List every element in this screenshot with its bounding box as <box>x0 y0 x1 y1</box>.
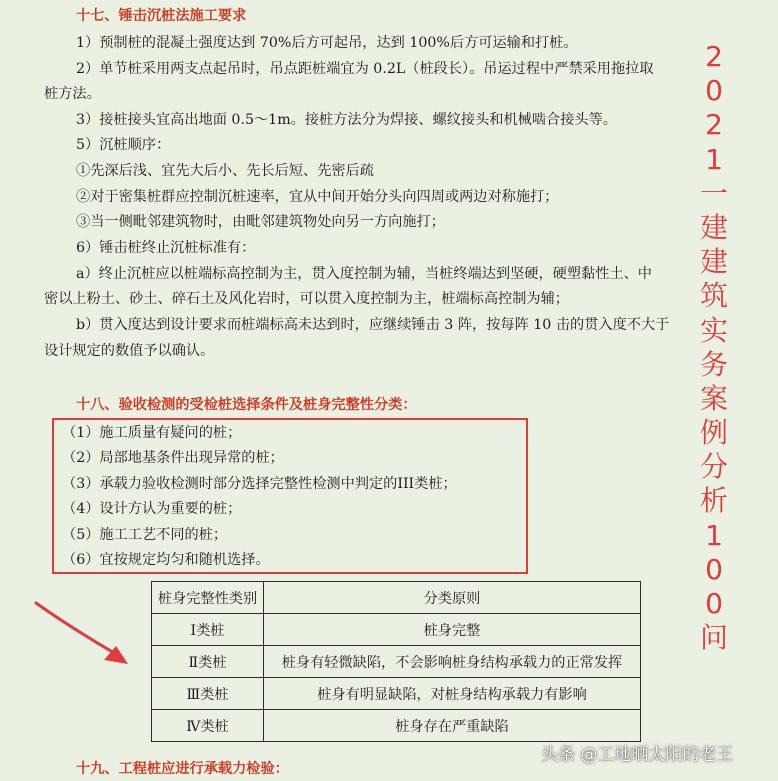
side-title-char: 实 <box>699 313 728 347</box>
side-title-char: 1 <box>705 142 723 176</box>
side-title-char: 0 <box>705 552 723 586</box>
side-title-char: 1 <box>705 518 723 552</box>
table-header-cell: 桩身完整性类别 <box>152 582 264 614</box>
side-title-char: 筑 <box>699 279 728 313</box>
table-cell: Ⅳ类桩 <box>152 710 264 742</box>
paragraph-line: 1）预制桩的混凝土强度达到 70%后方可起吊，达到 100%后方可运输和打桩。 <box>76 35 578 51</box>
paragraph-line: ③当一侧毗邻建筑物时，由毗邻建筑物处向另一方向施打； <box>76 214 445 230</box>
paragraph-line: ②对于密集桩群应控制沉桩速率，宜从中间开始分头向四周或两边对称施打； <box>76 189 559 205</box>
paragraph-line: a）终止沉桩应以桩端标高控制为主，贯入度控制为辅，当桩终端达到坚硬，硬塑黏性土、中 <box>76 266 652 282</box>
table-cell: 桩身存在严重缺陷 <box>264 710 641 742</box>
side-title-char: 2 <box>705 40 723 73</box>
paragraph-line: 6）锤击桩终止沉桩标准有： <box>76 240 256 256</box>
side-title-char: 务 <box>699 347 728 381</box>
table-cell: 桩身完整 <box>264 614 641 646</box>
table-cell: Ⅰ类桩 <box>152 614 264 646</box>
section-19-heading: 十九、工程桩应进行承载力检验： <box>76 761 289 777</box>
side-title-char: 一 <box>699 176 728 210</box>
side-title-char: 建 <box>699 245 728 279</box>
side-title <box>693 40 735 655</box>
section-17-heading: 十七、锤击沉桩法施工要求 <box>76 8 247 24</box>
side-title-char: 建 <box>699 210 728 244</box>
table-cell: Ⅲ类桩 <box>152 678 264 710</box>
watermark: 头条 @工地晒太阳的老王 <box>541 745 734 765</box>
side-title-char: 分 <box>699 450 728 484</box>
list-item: （6）宜按规定均匀和随机选择。 <box>62 552 270 568</box>
paragraph-line: ①先深后浅、宜先大后小、先长后短、先密后疏 <box>76 163 374 179</box>
side-title-char: 0 <box>705 74 723 108</box>
side-title-char: 2 <box>705 108 723 142</box>
side-title-char: 问 <box>699 621 728 655</box>
table-cell: 桩身有轻微缺陷，不会影响桩身结构承载力的正常发挥 <box>264 646 641 678</box>
side-title-char: 0 <box>705 587 723 620</box>
paragraph-line: 设计规定的数值予以确认。 <box>44 343 215 359</box>
table-cell: Ⅱ类桩 <box>152 646 264 678</box>
table-cell: 桩身有明显缺陷，对桩身结构承载力有影响 <box>264 678 641 710</box>
paragraph-line: 5）沉桩顺序： <box>76 137 171 153</box>
list-item: （3）承载力验收检测时部分选择完整性检测中判定的III类桩； <box>62 476 457 492</box>
paragraph-line: b）贯入度达到设计要求而桩端标高未达到时，应继续锤击 3 阵，按每阵 10 击的贯入度不大于 <box>76 317 670 333</box>
section-18-heading: 十八、验收检测的受检桩选择条件及桩身完整性分类： <box>76 397 417 413</box>
list-item: （5）施工工艺不同的桩； <box>62 527 228 543</box>
paragraph-line: 密以上粉土、砂土、碎石土及风化岩时，可以贯入度控制为主，桩端标高控制为辅； <box>44 291 569 307</box>
side-title-char: 案 <box>699 381 728 415</box>
list-item: （2）局部地基条件出现异常的桩； <box>62 450 284 466</box>
list-item: （1）施工质量有疑问的桩； <box>62 425 242 441</box>
list-item: （4）设计方认为重要的桩； <box>62 501 242 517</box>
paragraph-line: 桩方法。 <box>44 86 101 102</box>
paragraph-line: 3）接桩接头宜高出地面 0.5～1m。接桩方法分为焊接、螺纹接头和机械啮合接头等。 <box>76 112 617 128</box>
table-header-cell: 分类原则 <box>264 582 641 614</box>
side-title-char: 例 <box>699 416 728 450</box>
side-title-char: 析 <box>699 484 728 518</box>
paragraph-line: 2）单节桩采用两支点起吊时，吊点距桩端宜为 0.2L（桩段长）。吊运过程中严禁采用拖拉取 <box>76 61 654 77</box>
